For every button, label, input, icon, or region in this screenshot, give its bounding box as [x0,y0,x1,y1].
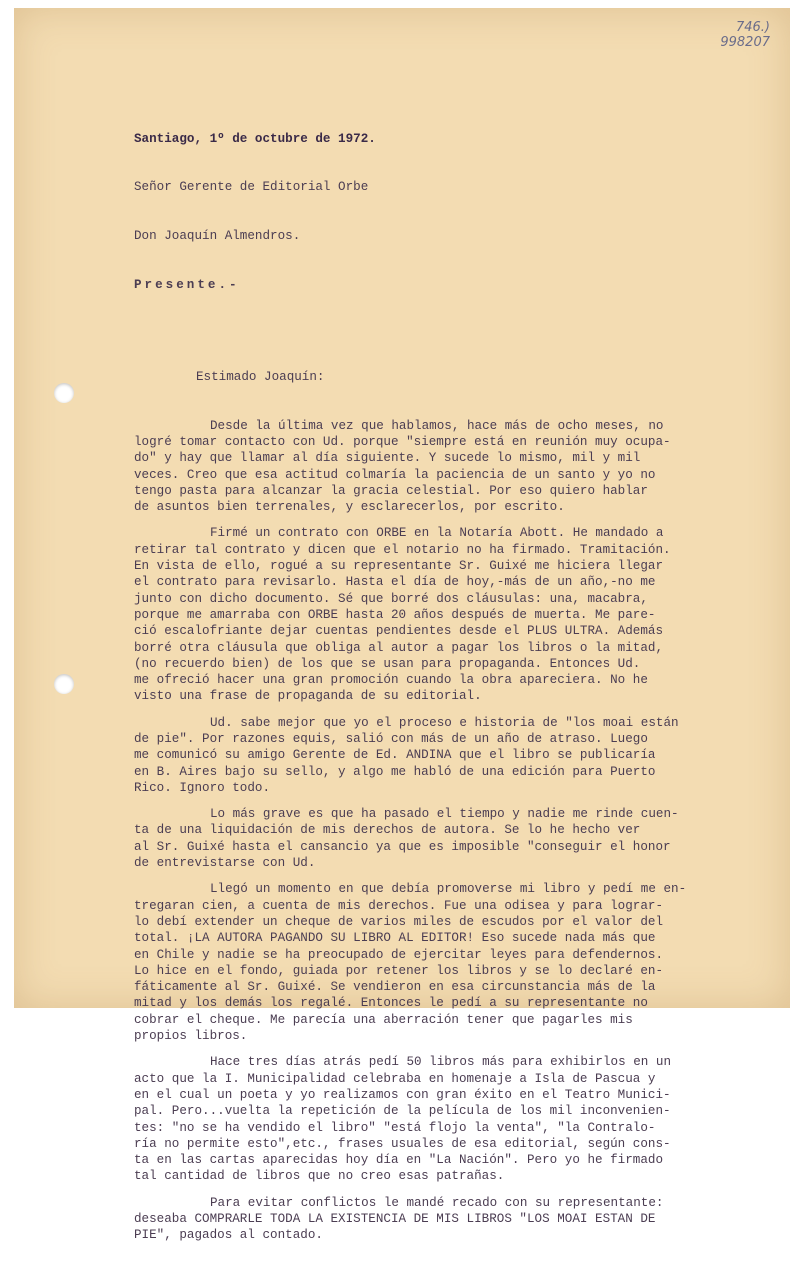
paragraph-line: Ud. sabe mejor que yo el proceso e historia de "los moai están [210,715,679,730]
paragraph-line: ció escalofriante dejar cuentas pendientes desde el PLUS ULTRA. Además [134,624,664,639]
archive-reference [710,20,770,50]
paragraph-line: me comunicó su amigo Gerente de Ed. ANDINA que el libro se publicaría [134,748,656,763]
recipient-line: Don Joaquín Almendros. [134,229,301,244]
paragraph-line: lo debí extender un cheque de varios miles de escudos por el valor del [134,914,664,929]
paragraph-line: PIE", pagados al contado. [134,1228,323,1243]
paragraph-line: pal. Pero...vuelta la repetición de la película de los mil inconvenien- [134,1104,671,1119]
recipient-line: Señor Gerente de Editorial Orbe [134,180,369,195]
paragraph-line: Lo hice en el fondo, guiada por retener los libros y se lo declaré en- [134,963,664,978]
paragraph-line: total. ¡LA AUTORA PAGANDO SU LIBRO AL EDITOR! Eso sucede nada más que [134,931,656,946]
paragraph-line: en el cual un poeta y yo realizamos con gran éxito en el Teatro Munici- [134,1087,671,1102]
paragraph-line: Hace tres días atrás pedí 50 libros más para exhibirlos en un [210,1055,672,1070]
paragraph-line: junto con dicho documento. Sé que borré dos cláusulas: una, macabra, [134,591,648,606]
paragraph-line: me ofreció hacer una gran promoción cuando la obra apareciera. No he [134,673,648,688]
paragraph-line: deseaba COMPRARLE TODA LA EXISTENCIA DE MIS LIBROS "LOS MOAI ESTAN DE [134,1212,656,1226]
paragraph-line: de entrevistarse con Ud. [134,856,316,871]
paragraph-line: tal cantidad de libros que no creo esas patrañas. [134,1169,505,1184]
paragraph-line: Para evitar conflictos le mandé recado con su representante: [210,1195,664,1210]
paragraph-line: ta de una liquidación de mis derechos de autora. Se lo he hecho ver [134,823,641,838]
paragraph-line: de asuntos bien terrenales, y esclarecerlos, por escrito. [134,500,565,515]
paragraph-line: Llegó un momento en que debía promoverse mi libro y pedí me en- [210,882,687,897]
paragraph-line: al Sr. Guixé hasta el cansancio ya que es imposible "conseguir el honor [134,839,671,854]
presente-line: Presente.- [134,278,240,293]
salutation: Estimado Joaquín: [196,369,325,384]
paragraph-line: (no recuerdo bien) de los que se usan para propaganda. Entonces Ud. [134,656,641,671]
paragraph-line: propios libros. [134,1029,248,1044]
paragraph-line: do" y hay que llamar al día siguiente. Y sucede lo mismo, mil y mil [134,451,641,466]
paragraph-line: En vista de ello, rogué a su representante Sr. Guixé me hiciera llegar [134,559,664,574]
paragraph-line: veces. Creo que esa actitud colmaría la paciencia de un santo y yo no [134,467,656,482]
paragraph-line: visto una frase de propaganda de su editorial. [134,689,482,704]
paragraph-line: el contrato para revisarlo. Hasta el día de hoy,-más de un año,-no me [134,575,656,590]
paragraph-line: retirar tal contrato y dicen que el notario no ha firmado. Tramitación. [134,542,671,557]
paragraph-line: borré otra cláusula que obliga al autor a pagar los libros o la mitad, [134,640,664,655]
paragraph-line: mitad y los demás los regalé. Entonces le pedí a su representante no [134,996,648,1011]
paragraph-line: ta en las cartas aparecidas hoy día en "La Nación". Pero yo he firmado [134,1153,664,1168]
letter-body [134,98,794,1276]
punch-hole [54,674,74,694]
paragraph-line: acto que la I. Municipalidad celebraba en homenaje a Isla de Pascua y [134,1071,656,1086]
paragraph-line: Desde la última vez que hablamos, hace más de ocho meses, no [210,418,664,433]
paragraph-line: Firmé un contrato con ORBE en la Notaría Abott. He mandado a [210,526,664,541]
paragraph-line: fáticamente al Sr. Guixé. Se vendieron en esa circunstancia más de la [134,980,656,995]
paragraph-line: cobrar el cheque. Me parecía una aberración tener que pagarles mis [134,1012,633,1027]
date-line: Santiago, 1º de octubre de 1972. [134,131,376,146]
letter-sheet [14,8,790,1243]
punch-hole [54,383,74,403]
paragraph-line: Lo más grave es que ha pasado el tiempo y nadie me rinde cuen- [210,807,679,822]
archive-code-line: 746.) [735,20,770,35]
archive-code-line: 998207 [720,35,770,50]
paragraph-line: en Chile y nadie se ha preocupado de ejercitar leyes para defendernos. [134,947,664,962]
paragraph-line: tengo pasta para alcanzar la gracia celestial. Por eso quiero hablar [134,483,648,498]
paragraph-line: Rico. Ignoro todo. [134,780,271,795]
paragraph-line: tes: "no se ha vendido el libro" "está flojo la venta", "la Contralo- [134,1120,656,1135]
paragraph-line: tregaran cien, a cuenta de mis derechos. Fue una odisea y para lograr- [134,898,664,913]
paragraph-line: de pie". Por razones equis, salió con más de un año de atraso. Luego [134,731,648,746]
paragraph-line: en B. Aires bajo su sello, y algo me habló de una edición para Puerto [134,764,656,779]
paragraph-line: logré tomar contacto con Ud. porque "siempre está en reunión muy ocupa- [134,434,671,449]
paragraph-line: ría no permite esto",etc., frases usuales de esa editorial, según cons- [134,1136,671,1151]
letter-paragraphs [134,418,794,1244]
paragraph-line: porque me amarraba con ORBE hasta 20 años después de muerta. Me pare- [134,607,656,622]
